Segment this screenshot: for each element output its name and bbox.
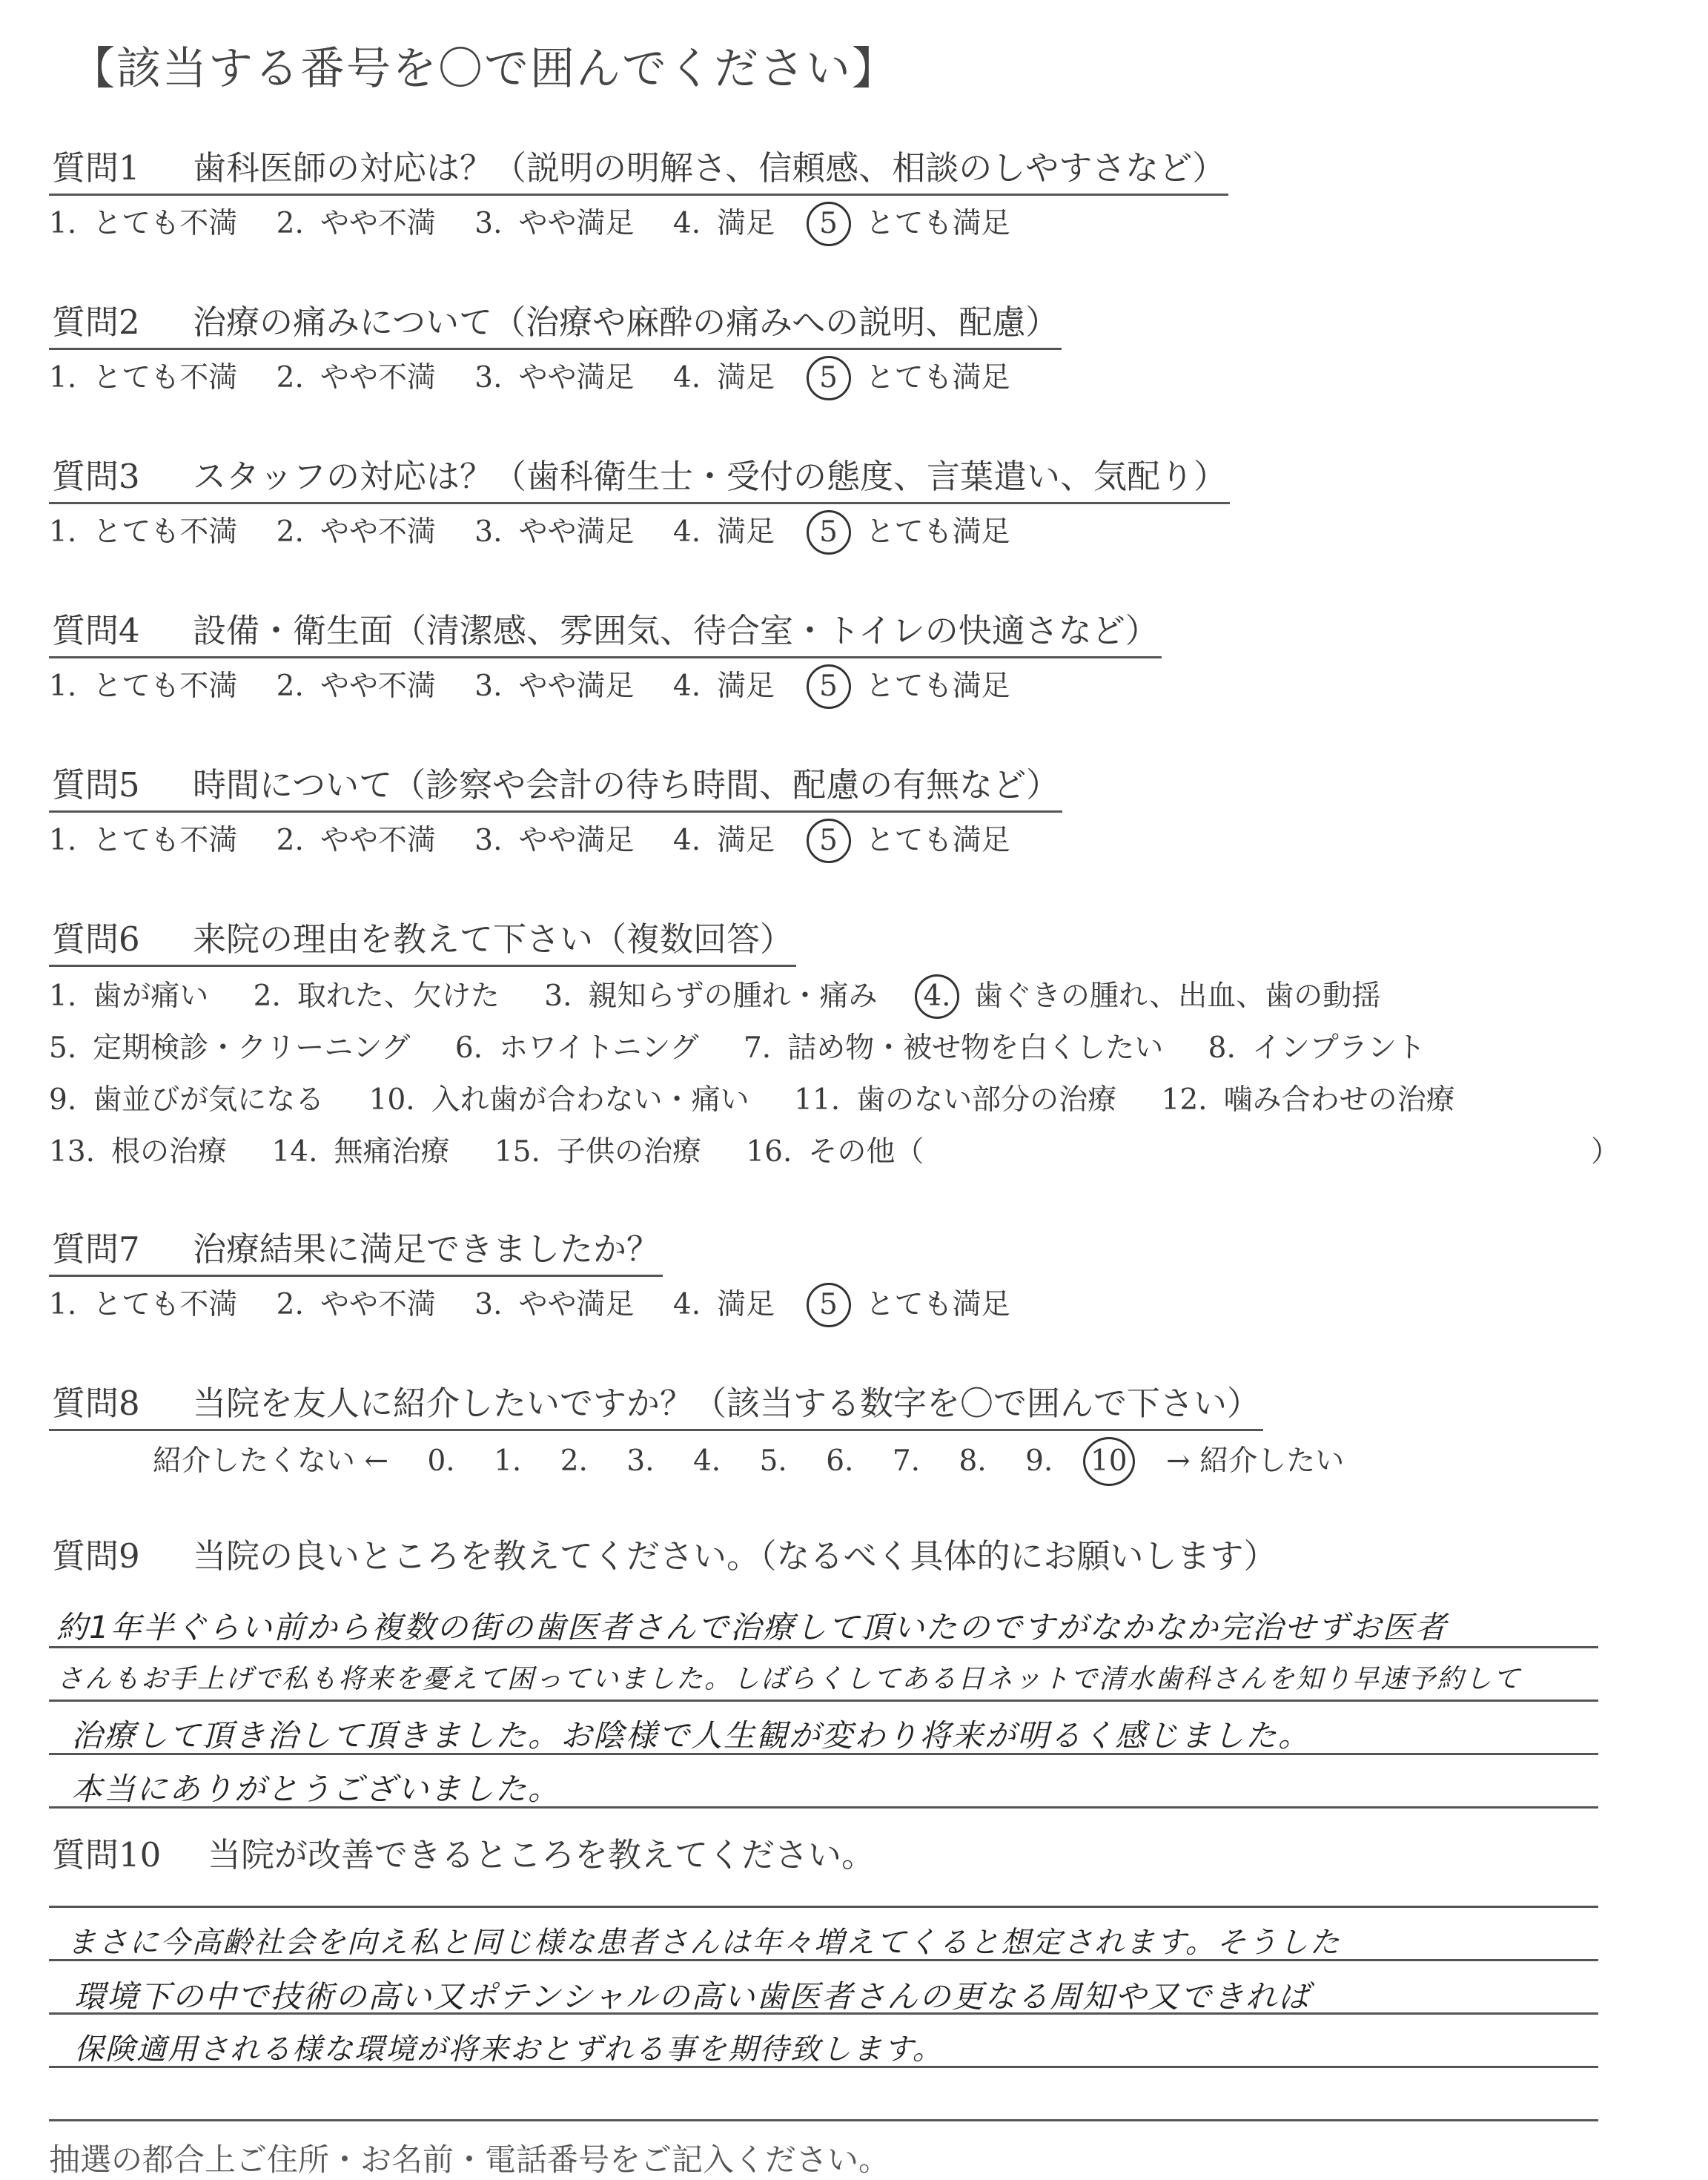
answer-line [49,1700,1598,1702]
scale-value-0[interactable]: 0. [427,1444,455,1478]
scale-value-6[interactable]: 6. [826,1444,854,1478]
scale-value-1[interactable]: 1. [494,1444,522,1478]
other-close-paren: ） [1591,1135,1621,1169]
question-title: 質問7 治療結果に満足できましたか？ [49,1222,663,1277]
reason-option-6[interactable]: 6. ホワイトニング [454,1031,699,1065]
handwritten-answer-line: まさに今高齢社会を向え私と同じ様な患者さんは年々増えてくると想定されます。そうした [67,1926,1341,1960]
scale-value-4[interactable]: 4. [692,1444,721,1478]
rating-options [49,354,1040,400]
reason-row-2 [49,1025,1461,1066]
question-title: 質問2 治療の痛みについて（治療や麻酔の痛みへの説明、配慮） [49,295,1062,350]
scale-value-10-selected[interactable]: 10 [1083,1437,1135,1486]
handwritten-answer-line: さんもお手上げで私も将来を憂えて困っていました。しばらくしてある日ネットで清水歯科さんを知り早速予約して [56,1664,1522,1694]
scale-value-9[interactable]: 9. [1025,1444,1053,1478]
reason-option-1[interactable]: 1. 歯が痛い [49,980,209,1013]
option-4[interactable]: 4. 満足 [672,207,775,240]
reason-option-4-selected[interactable]: 4. 歯ぐきの腫れ、出血、歯の動揺 [922,973,1380,1019]
rating-options [49,200,1040,246]
option-2[interactable]: 2. やや不満 [276,670,436,703]
reason-option-14[interactable]: 14. 無痛治療 [271,1135,450,1169]
reason-row-3 [49,1077,1491,1118]
option-3[interactable]: 3. やや満足 [474,1288,635,1321]
option-1[interactable]: 1. とても不満 [49,361,238,394]
scale-value-8[interactable]: 8. [959,1444,987,1478]
option-4[interactable]: 4. 満足 [672,670,775,703]
option-1[interactable]: 1. とても不満 [49,824,238,857]
question-title: 質問4 設備・衛生面（清潔感、雰囲気、待合室・トイレの快適さなど） [49,604,1162,658]
question-title: 質問5 時間について（診察や会計の待ち時間、配慮の有無など） [49,758,1062,813]
reason-option-5[interactable]: 5. 定期検診・クリーニング [49,1031,411,1065]
option-5-selected[interactable]: 5 とても満足 [814,663,1010,709]
footer-note: 抽選の都合上ご住所・お名前・電話番号をご記入ください。 [49,2141,890,2178]
option-4[interactable]: 4. 満足 [672,515,775,549]
reason-option-3[interactable]: 3. 親知らずの腫れ・痛み [544,980,878,1013]
question-title: 質問3 スタッフの対応は？（歯科衛生士・受付の態度、言葉遣い、気配り） [49,449,1230,504]
question-title: 質問10 当院が改善できるところを教えてください。 [52,1835,875,1875]
reason-option-9[interactable]: 9. 歯並びが気になる [49,1083,325,1117]
handwritten-answer-line: 治療して頂き治して頂きました。お陰様で人生観が変わり将来が明るく感じました。 [71,1717,1311,1754]
option-5-selected[interactable]: 5 とても満足 [814,817,1010,863]
question-title: 質問1 歯科医師の対応は？（説明の明解さ、信頼感、相談のしやすさなど） [49,141,1228,196]
rating-options [49,817,1040,863]
rating-options [49,663,1040,709]
option-2[interactable]: 2. やや不満 [276,361,436,394]
option-1[interactable]: 1. とても不満 [49,515,238,549]
option-3[interactable]: 3. やや満足 [474,361,635,394]
option-1[interactable]: 1. とても不満 [49,207,238,240]
option-2[interactable]: 2. やや不満 [276,1288,436,1321]
question-title: 質問6 来院の理由を教えて下さい（複数回答） [49,912,796,967]
option-1[interactable]: 1. とても不満 [49,1288,238,1321]
handwritten-answer-line: 約1年半ぐらい前から複数の街の歯医者さんで治療して頂いたのですがなかなか完治せずお医者 [56,1609,1448,1645]
reason-row-4 [49,1129,1621,1170]
option-5-selected[interactable]: 5 とても満足 [814,354,1010,400]
scale-value-7[interactable]: 7. [892,1444,921,1478]
answer-line [49,2119,1598,2121]
rating-options [49,509,1040,555]
answer-line [49,1906,1598,1908]
option-4[interactable]: 4. 満足 [672,824,775,857]
reason-option-16[interactable]: 16. その他（ [746,1135,924,1169]
scale-value-3[interactable]: 3. [626,1444,655,1478]
option-3[interactable]: 3. やや満足 [474,670,635,703]
handwritten-answer-line: 環境下の中で技術の高い又ポテンシャルの高い歯医者さんの更なる周知や又できれば [74,1978,1311,2015]
reason-option-13[interactable]: 13. 根の治療 [49,1135,228,1169]
question-title: 質問8 当院を友人に紹介したいですか？（該当する数字を〇で囲んで下さい） [49,1376,1263,1431]
recommend-scale [153,1437,1374,1486]
rating-options [49,1281,1040,1327]
handwritten-answer-line: 保険適用される様な環境が将来おとずれる事を期待致します。 [74,2032,944,2067]
scale-left-label: 紹介したくない ← [153,1444,389,1478]
option-5-selected[interactable]: 5 とても満足 [814,200,1010,246]
scale-value-2[interactable]: 2. [560,1444,588,1478]
reason-option-12[interactable]: 12. 噛み合わせの治療 [1161,1083,1455,1117]
reason-option-11[interactable]: 11. 歯のない部分の治療 [794,1083,1117,1117]
option-3[interactable]: 3. やや満足 [474,207,635,240]
option-1[interactable]: 1. とても不満 [49,670,238,703]
reason-option-2[interactable]: 2. 取れた、欠けた [253,980,500,1013]
option-3[interactable]: 3. やや満足 [474,515,635,549]
option-4[interactable]: 4. 満足 [672,361,775,394]
reason-option-10[interactable]: 10. 入れ歯が合わない・痛い [368,1083,749,1117]
reason-option-8[interactable]: 8. インプラント [1208,1031,1426,1065]
reason-option-15[interactable]: 15. 子供の治療 [494,1135,701,1169]
option-3[interactable]: 3. やや満足 [474,824,635,857]
scale-right-label: → 紹介したい [1166,1444,1345,1478]
reason-option-7[interactable]: 7. 詰め物・被せ物を白くしたい [743,1031,1164,1065]
scale-value-5[interactable]: 5. [759,1444,787,1478]
question-title: 質問9 当院の良いところを教えてください。（なるべく具体的にお願いします） [52,1536,1277,1576]
option-5-selected[interactable]: 5 とても満足 [814,1281,1010,1327]
reason-row-1 [49,973,1416,1019]
option-2[interactable]: 2. やや不満 [276,515,436,549]
option-2[interactable]: 2. やや不満 [276,824,436,857]
page-title: 【該当する番号を〇で囲んでください】 [70,43,898,95]
option-5-selected[interactable]: 5 とても満足 [814,509,1010,555]
handwritten-answer-line: 本当にありがとうございました。 [71,1771,561,1807]
option-4[interactable]: 4. 満足 [672,1288,775,1321]
option-2[interactable]: 2. やや不満 [276,207,436,240]
